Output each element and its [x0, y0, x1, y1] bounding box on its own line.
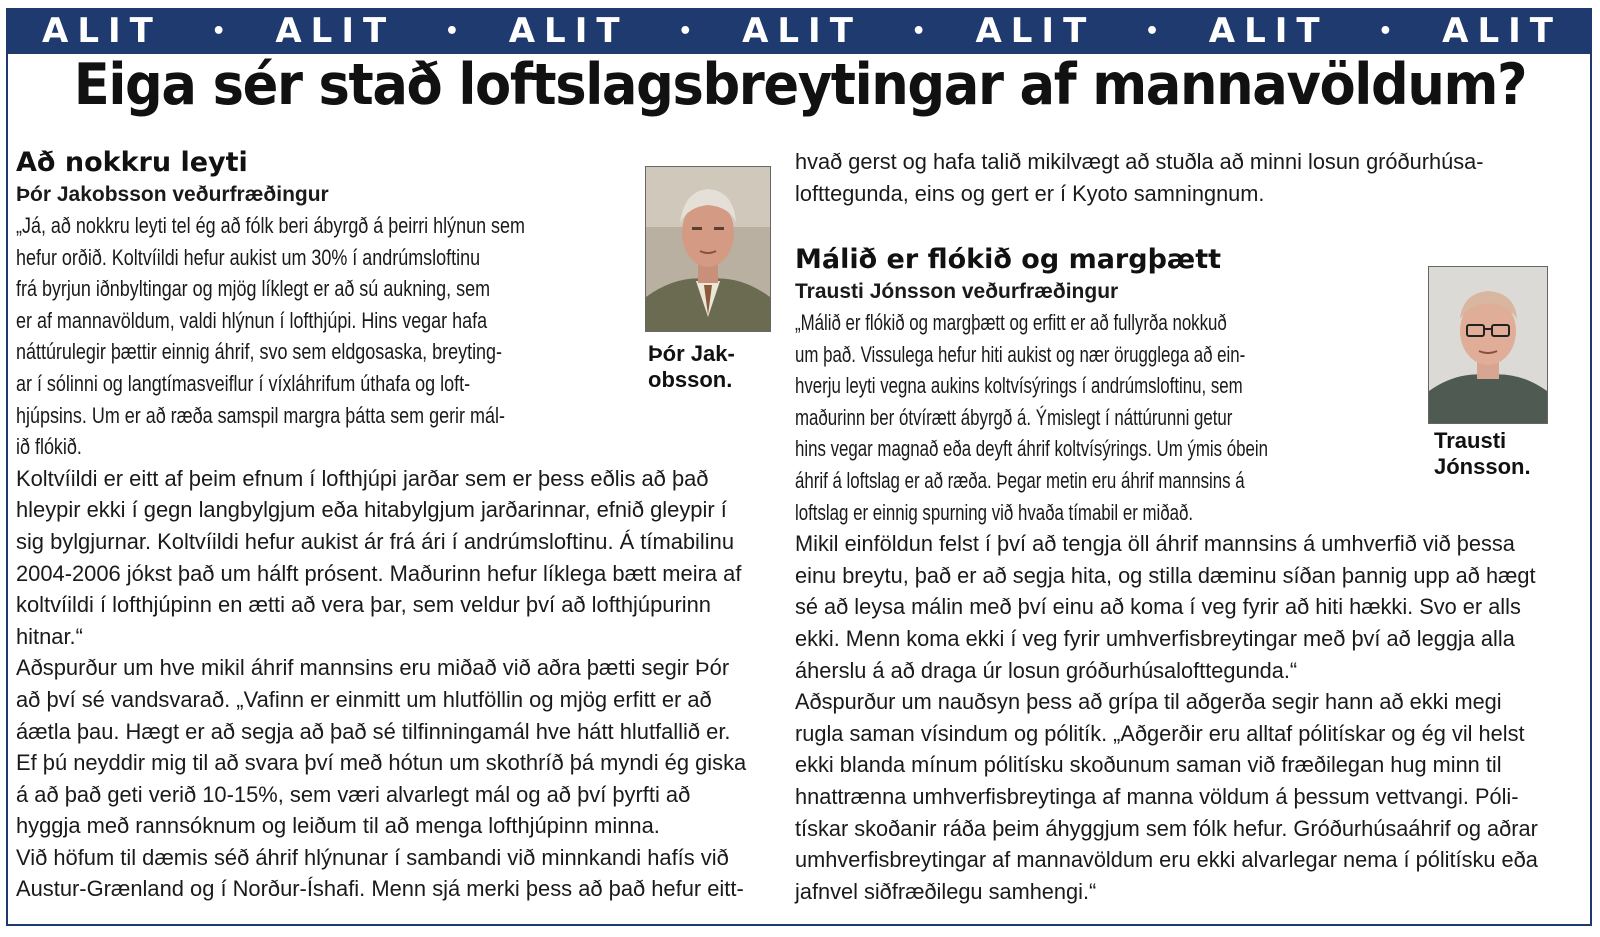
banner-separator: • — [444, 18, 459, 44]
text-line: ar í sólinni og langtímasveiflur í víxláhrifum úthafa og loft- — [16, 370, 471, 396]
text-line: hvað gerst og hafa talið mikilvægt að stuðla að minni losun gróðurhúsa- — [795, 149, 1484, 174]
portrait-man-suit-icon — [646, 167, 770, 331]
text-line: Mikil einföldun felst í því að tengja öll áhrif mannsins á umhverfið við þessa — [795, 531, 1515, 557]
left-byline: Þór Jakobsson veðurfræðingur — [16, 183, 329, 206]
banner-word: ALIT — [975, 11, 1096, 51]
text-line: 2004-2006 jókst það um hálft prósent. Maðurinn hefur líklega bætt meira af — [16, 560, 742, 586]
text-line: koltvíildi í lofthjúpinn en ætti að vera þar, sem veldur því að lofthjúpurinn — [16, 592, 711, 618]
text-line: Við höfum til dæmis séð áhrif hlýnunar í sambandi við minnkandi hafís við — [16, 844, 729, 870]
text-line: frá byrjun iðnbyltingar og mjög líklegt er að sú aukning, sem — [16, 276, 491, 302]
text-line: er af mannavöldum, valdi hlýnun í lofthjúpi. Hins vegar hafa — [16, 307, 488, 333]
text-line: náttúrulegir þættir einnig áhrif, svo sem eldgosaska, breyting- — [16, 339, 503, 365]
text-line: ekki blanda mínum pólitísku skoðunum saman við fræðilegan hug minn til — [795, 752, 1502, 778]
text-line: ið flókið. — [16, 434, 82, 460]
right-heading: Málið er flókið og margþætt — [795, 244, 1222, 275]
text-line: maðurinn ber ótvírætt ábyrgð á. Ýmislegt í náttúrunni getur — [795, 404, 1233, 430]
banner-separator: • — [211, 18, 226, 44]
text-line: um það. Vissulega hefur hiti aukist og nær örugglega að ein- — [795, 341, 1246, 367]
caption-line: Trausti — [1434, 428, 1507, 453]
left-heading: Að nokkru leyti — [16, 147, 248, 178]
banner-separator: • — [678, 18, 693, 44]
caption-line: Jónsson. — [1434, 454, 1531, 479]
text-line: hins vegar magnað eða deyft áhrif koltvísýrings. Um ýmis óbein — [795, 436, 1268, 462]
text-line: Aðspurður um hve mikil áhrif mannsins eru miðað við aðra þætti segir Þór — [16, 655, 730, 681]
text-line: ekki. Menn koma ekki í veg fyrir umhverfisbreytingar með því að leggja alla — [795, 625, 1515, 651]
banner-word: ALIT — [1208, 11, 1329, 51]
text-line: „Já, að nokkru leyti tel ég að fólk beri ábyrgð á þeirri hlýnun sem — [16, 213, 525, 238]
headline: Eiga sér stað loftslagsbreytingar af mannavöldum? — [73, 52, 1527, 118]
portrait-man-glasses-icon — [1429, 267, 1547, 423]
text-line: hyggja með rannsóknum og leiðum til að menga lofthjúpinn minna. — [16, 813, 660, 839]
text-line: sig bylgjurnar. Koltvíildi hefur aukist ár frá ári í andrúmsloftinu. Á tímabilinu — [16, 528, 735, 554]
trausti-photo-caption — [1434, 428, 1554, 480]
text-line: að því sé vandsvarað. „Vafinn er einmitt um hlutföllin og mjög erfitt er að — [16, 686, 712, 712]
text-line: áætla þau. Hægt er að segja að það sé tilfinningamál hve hátt hlutfallið er. — [16, 718, 731, 744]
caption-line: Þór Jak- — [648, 341, 735, 366]
caption-line: obsson. — [648, 367, 733, 392]
text-line: Koltvíildi er eitt af þeim efnum í lofthjúpi jarðar sem er þess eðlis að það — [16, 465, 709, 491]
banner-word: ALIT — [508, 11, 629, 51]
text-line: áherslu á að draga úr losun gróðurhúsalofttegunda.“ — [795, 657, 1298, 683]
text-line: sé að leysa málin með því einu að koma í veg fyrir að hiti hækki. Svo er alls — [795, 594, 1521, 620]
text-line: hleypir ekki í gegn langbylgjum eða hitabylgjum jarðarinnar, efnið gleypir í — [16, 497, 727, 523]
banner-separator: • — [911, 18, 926, 44]
banner-separator: • — [1378, 18, 1393, 44]
thor-photo-caption — [648, 341, 768, 393]
text-line: Austur-Grænland og í Norður-Íshafi. Menn sjá merki þess að það hefur eitt- — [16, 876, 744, 902]
text-line: hverju leyti vegna aukins koltvísýrings í andrúmsloftinu, sem — [795, 373, 1243, 399]
thor-jakobsson-photo — [645, 166, 771, 332]
right-top-continuation — [795, 146, 1585, 209]
text-line: einu breytu, það er að segja hita, og stilla dæminu síðan þannig upp að hægt — [795, 562, 1536, 588]
text-line: rugla saman vísindum og pólitík. „Aðgerðir eru alltaf pólitískar og ég vil helst — [795, 720, 1525, 746]
trausti-jonsson-photo — [1428, 266, 1548, 424]
banner-word: ALIT — [275, 11, 396, 51]
text-line: hjúpsins. Um er að ræða samspil margra þátta sem gerir mál- — [16, 402, 505, 428]
banner-word: ALIT — [42, 11, 162, 51]
text-line: lofttegunda, eins og gert er í Kyoto samningnum. — [795, 180, 1265, 206]
text-line: hefur orðið. Koltvíildi hefur aukist um 30% í andrúmsloftinu — [16, 244, 481, 270]
banner-word: ALIT — [742, 11, 862, 51]
text-line: hnattrænna umhverfisbreytinga af manna völdum á þessum vettvangi. Póli- — [795, 783, 1519, 809]
banner-separator: • — [1145, 18, 1160, 44]
banner-word: ALIT — [1442, 11, 1562, 51]
right-continued-text — [795, 146, 1585, 209]
text-line: Aðspurður um nauðsyn þess að grípa til aðgerða segir hann að ekki megi — [795, 689, 1502, 715]
text-line: áhrif á loftslag er að ræða. Þegar metin eru áhrif mannsins á — [795, 467, 1245, 493]
text-line: „Málið er flókið og margþætt og erfitt er að fullyrða nokkuð — [795, 310, 1227, 335]
section-banner — [6, 8, 1592, 54]
text-line: loftslag er einnig spurning við hvaða tímabil er miðað. — [795, 499, 1194, 525]
text-line: umhverfisbreytingar af mannavöldum eru ekki alvarlegar nema í pólitísku eða — [795, 847, 1538, 873]
text-line: jafnvel siðfræðilegu samhengi.“ — [795, 878, 1097, 904]
text-line: hitnar.“ — [16, 623, 83, 649]
text-line: á að það geti verið 10-15%, sem væri alvarlegt mál og að því þyrfti að — [16, 781, 691, 807]
text-line: Ef þú neyddir mig til að svara því með hótun um skothríð þá myndi ég giska — [16, 750, 747, 776]
text-line: tískar skoðanir ráða þeim áhyggjum sem fólk hefur. Gróðurhúsaáhrif og aðrar — [795, 815, 1538, 841]
right-byline: Trausti Jónsson veðurfræðingur — [795, 280, 1119, 303]
